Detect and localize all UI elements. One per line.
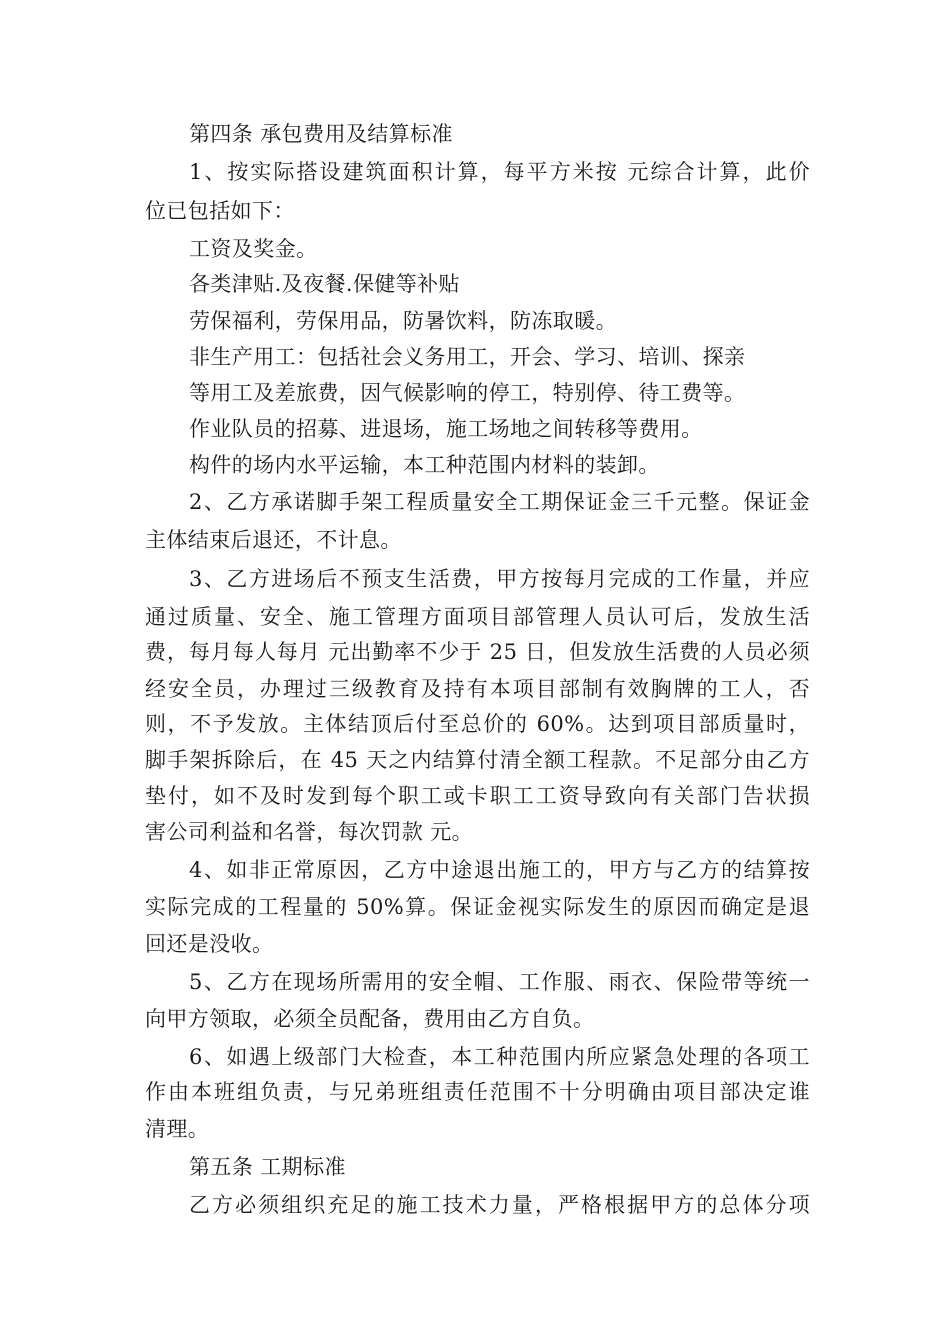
paragraph-line: 费，每月每人每月 元出勤率不少于 25 日，但发放生活费的人员必须 xyxy=(145,640,810,664)
paragraph-line: 5、乙方在现场所需用的安全帽、工作服、雨衣、保险带等统一 xyxy=(189,970,810,994)
paragraph-line: 害公司利益和名誉，每次罚款 元。 xyxy=(145,820,474,844)
paragraph-line: 脚手架拆除后，在 45 天之内结算付清全额工程款。不足部分由乙方 xyxy=(145,748,810,772)
paragraph-line: 3、乙方进场后不预支生活费，甲方按每月完成的工作量，并应 xyxy=(189,567,810,591)
paragraph-line: 经安全员，办理过三级教育及持有本项目部制有效胸牌的工人，否 xyxy=(145,677,810,701)
list-item: 各类津贴.及夜餐.保健等补贴 xyxy=(189,272,460,296)
paragraph-line: 实际完成的工程量的 50%算。保证金视实际发生的原因而确定是退 xyxy=(145,895,810,919)
paragraph-line: 2、乙方承诺脚手架工程质量安全工期保证金三千元整。保证金 xyxy=(189,490,810,514)
paragraph-line: 4、如非正常原因，乙方中途退出施工的，甲方与乙方的结算按 xyxy=(189,858,810,882)
list-item: 劳保福利，劳保用品，防暑饮料，防冻取暖。 xyxy=(189,309,617,333)
paragraph-line: 向甲方领取，必须全员配备，费用由乙方自负。 xyxy=(145,1007,595,1031)
paragraph-line: 乙方必须组织充足的施工技术力量，严格根据甲方的总体分项 xyxy=(189,1193,810,1217)
section-heading-4: 第四条 承包费用及结算标准 xyxy=(189,122,453,146)
paragraph-line: 清理。 xyxy=(145,1117,210,1141)
section-heading-5: 第五条 工期标准 xyxy=(189,1155,346,1179)
paragraph-line: 作由本班组负责，与兄弟班组责任范围不十分明确由项目部决定谁 xyxy=(145,1080,810,1104)
paragraph-line: 垫付，如不及时发到每个职工或卡职工工资导致向有关部门告状损 xyxy=(145,784,810,808)
list-item: 等用工及差旅费，因气候影响的停工，特别停、待工费等。 xyxy=(189,381,746,405)
paragraph-line: 回还是没收。 xyxy=(145,932,274,956)
paragraph-line: 通过质量、安全、施工管理方面项目部管理人员认可后，发放生活 xyxy=(145,605,810,629)
list-item: 非生产用工：包括社会义务用工，开会、学习、培训、探亲 xyxy=(189,345,746,369)
paragraph-line: 1、按实际搭设建筑面积计算，每平方米按 元综合计算，此价 xyxy=(189,160,810,184)
list-item: 作业队员的招募、进退场，施工场地之间转移等费用。 xyxy=(189,417,703,441)
paragraph-line: 6、如遇上级部门大检查，本工种范围内所应紧急处理的各项工 xyxy=(189,1045,810,1069)
list-item: 工资及奖金。 xyxy=(189,237,318,261)
paragraph-line: 位已包括如下： xyxy=(145,199,295,223)
paragraph-line: 则，不予发放。主体结顶后付至总价的 60%。达到项目部质量时， xyxy=(145,712,810,736)
list-item: 构件的场内水平运输，本工种范围内材料的装卸。 xyxy=(189,453,660,477)
paragraph-line: 主体结束后退还，不计息。 xyxy=(145,528,402,552)
